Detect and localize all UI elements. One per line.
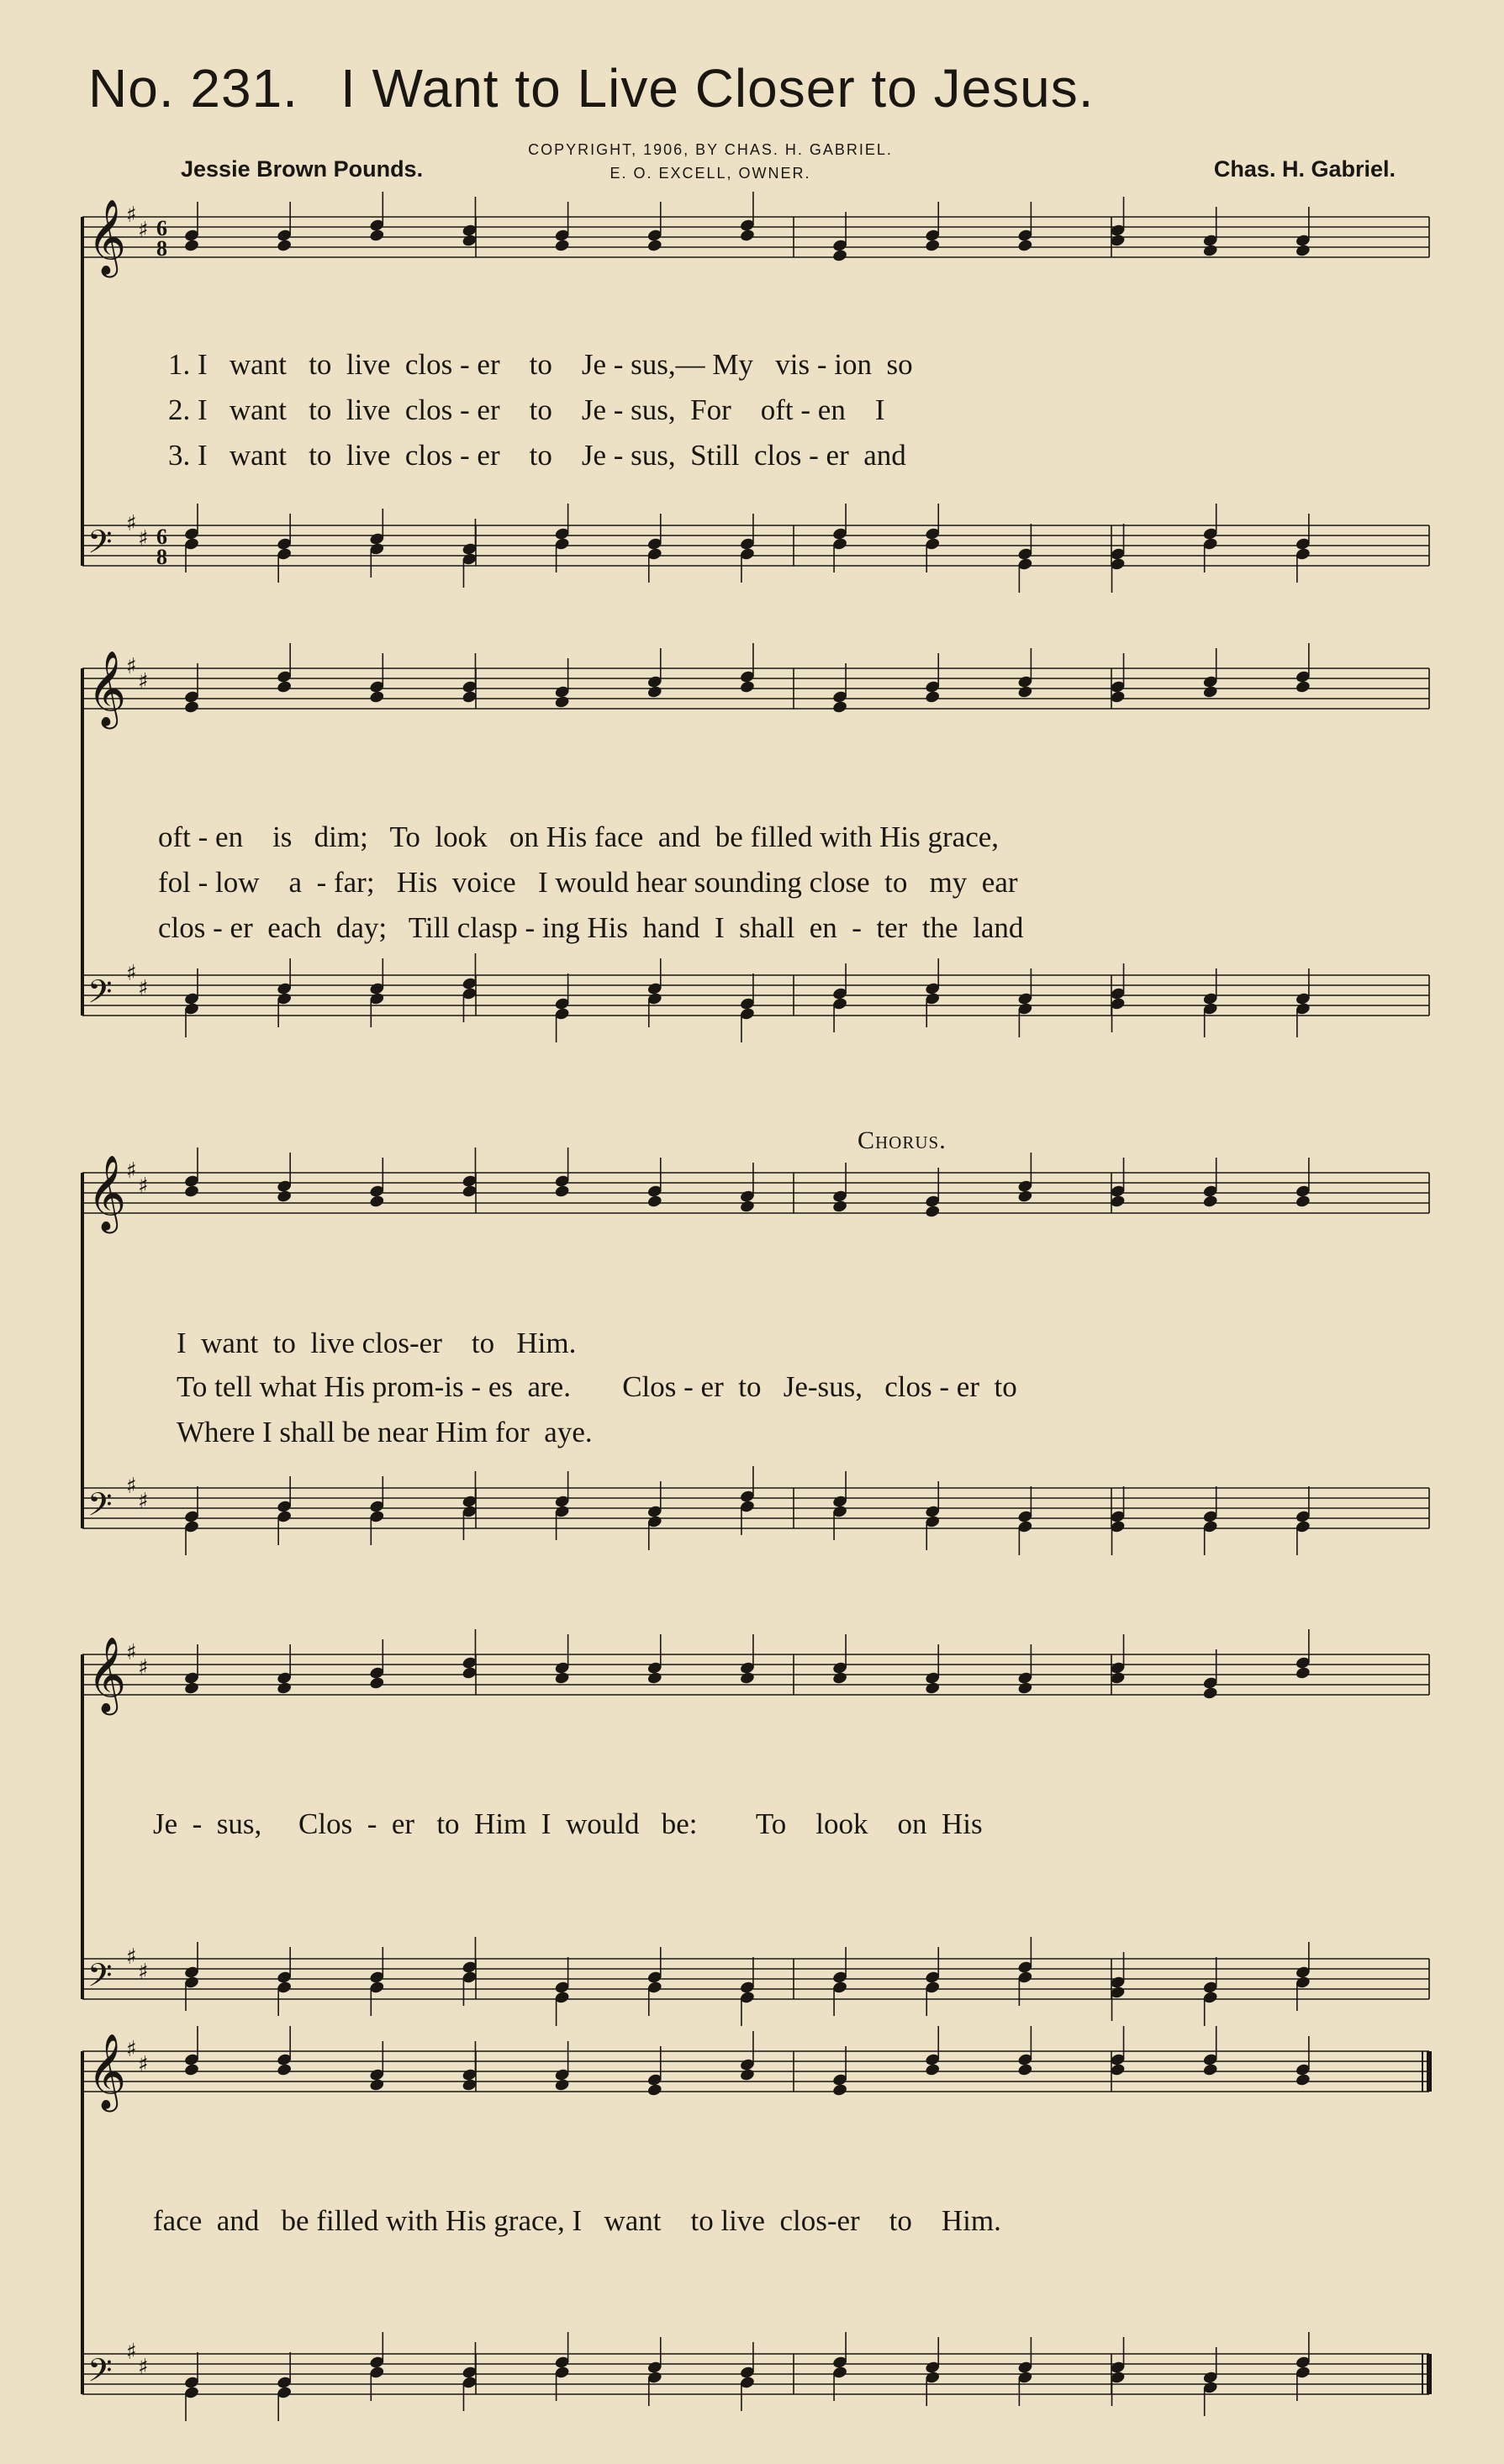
treble-clef-icon: 𝄞 <box>87 199 127 275</box>
note-head <box>1017 1190 1033 1204</box>
note-head <box>739 1671 755 1686</box>
time-signature-denominator: 8 <box>156 236 167 261</box>
note-head <box>1295 680 1311 694</box>
lyric-line: Where I shall be near Him for aye. <box>177 1416 593 1448</box>
note-head <box>462 690 478 704</box>
note-head <box>554 1185 570 1199</box>
note-head <box>462 1666 478 1680</box>
note-head <box>277 239 293 253</box>
note-head <box>1202 1686 1218 1701</box>
lyric-line: clos - er each day; Till clasp - ing His hand I shall en - ter the land <box>158 911 1024 944</box>
note-head <box>369 1195 385 1209</box>
treble-clef-icon: 𝄞 <box>87 651 127 726</box>
lyric-line: face and be filled with His grace, I want to live clos-er to Him. <box>153 2204 1001 2237</box>
composer: Chas. H. Gabriel. <box>1213 156 1396 182</box>
sharp-icon: ♯ <box>126 1944 137 1970</box>
note-head <box>1017 239 1033 253</box>
note-head <box>1110 1671 1126 1686</box>
note-head <box>925 1205 941 1219</box>
note-head <box>183 2063 199 2077</box>
sharp-icon: ♯ <box>126 203 137 228</box>
lyric-line: 2. I want to live clos - er to Je - sus, For oft - en I <box>168 393 885 426</box>
copyright-line: COPYRIGHT, 1906, BY CHAS. H. GABRIEL. <box>528 141 893 158</box>
note-head <box>1017 1681 1033 1696</box>
lyric-line: To tell what His prom-is - es are. Clos - er to Je-sus, clos - er to <box>177 1370 1017 1403</box>
bass-clef-icon: 𝄢 <box>87 1485 113 1531</box>
note-head <box>1295 1666 1311 1680</box>
treble-clef-icon: 𝄞 <box>87 2034 127 2109</box>
sharp-icon: ♯ <box>138 2052 149 2077</box>
note-head <box>646 685 662 699</box>
note-head <box>277 680 293 694</box>
note-head <box>554 1671 570 1686</box>
note-head <box>925 690 941 704</box>
note-head <box>277 2063 293 2077</box>
sharp-icon: ♯ <box>138 2355 149 2380</box>
note-head <box>183 1185 199 1199</box>
sharp-icon: ♯ <box>126 1158 137 1184</box>
note-head <box>369 690 385 704</box>
lyric-line: oft - en is dim; To look on His face and be filled with His grace, <box>158 820 1000 853</box>
note-head <box>925 2063 941 2077</box>
note-head <box>646 239 662 253</box>
note-head <box>1110 2063 1126 2077</box>
note-head <box>1202 1195 1218 1209</box>
note-head <box>1017 2063 1033 2077</box>
note-head <box>183 1681 199 1696</box>
treble-clef-icon: 𝄞 <box>87 1637 127 1712</box>
sharp-icon: ♯ <box>126 2340 137 2365</box>
sharp-icon: ♯ <box>138 526 149 551</box>
note-head <box>462 2078 478 2092</box>
note-head <box>1017 685 1033 699</box>
note-head <box>925 1681 941 1696</box>
lyric-line: 1. I want to live clos - er to Je - sus,— My vis - ion so <box>168 348 913 381</box>
bass-clef-icon: 𝄢 <box>87 523 113 568</box>
note-head <box>1202 685 1218 699</box>
sharp-icon: ♯ <box>138 976 149 1001</box>
hymn-title: I Want to Live Closer to Jesus. <box>340 58 1095 119</box>
sharp-icon: ♯ <box>126 654 137 679</box>
note-head <box>832 1671 848 1686</box>
note-head <box>554 239 570 253</box>
note-head <box>554 2078 570 2092</box>
note-head <box>832 2083 848 2097</box>
note-head <box>369 1676 385 1691</box>
note-head <box>739 1200 755 1214</box>
sharp-icon: ♯ <box>138 1489 149 1514</box>
note-head <box>183 700 199 715</box>
note-head <box>1202 2063 1218 2077</box>
note-head <box>739 229 755 243</box>
note-head <box>369 2078 385 2092</box>
bass-clef-icon: 𝄢 <box>87 973 113 1018</box>
note-head <box>739 2068 755 2082</box>
sharp-icon: ♯ <box>126 1474 137 1499</box>
bass-clef-icon: 𝄢 <box>87 2351 113 2397</box>
note-head <box>462 234 478 248</box>
sharp-icon: ♯ <box>138 669 149 694</box>
chorus-label: Chorus. <box>858 1126 947 1154</box>
note-head <box>277 1681 293 1696</box>
lyric-line: Je - sus, Clos - er to Him I would be: To look on His <box>153 1807 983 1840</box>
time-signature-numerator: 6 <box>156 216 167 240</box>
note-head <box>1110 690 1126 704</box>
note-head <box>1295 244 1311 258</box>
sharp-icon: ♯ <box>126 1640 137 1665</box>
treble-clef-icon: 𝄞 <box>87 1155 127 1231</box>
note-head <box>1295 2073 1311 2087</box>
sharp-icon: ♯ <box>126 511 137 536</box>
sharp-icon: ♯ <box>126 961 137 986</box>
sharp-icon: ♯ <box>138 1174 149 1199</box>
sharp-icon: ♯ <box>126 2037 137 2062</box>
lyricist: Jessie Brown Pounds. <box>181 156 424 182</box>
lyric-line: 3. I want to live clos - er to Je - sus, Still clos - er and <box>168 439 906 472</box>
sharp-icon: ♯ <box>138 1655 149 1680</box>
sharp-icon: ♯ <box>138 1960 149 1985</box>
note-head <box>925 239 941 253</box>
note-head <box>646 1195 662 1209</box>
note-head <box>462 1185 478 1199</box>
hymn-number: No. 231. <box>88 58 298 119</box>
note-head <box>554 695 570 710</box>
note-head <box>1295 1195 1311 1209</box>
note-head <box>1110 1195 1126 1209</box>
note-head <box>832 1200 848 1214</box>
note-head <box>183 239 199 253</box>
sharp-icon: ♯ <box>138 218 149 243</box>
time-signature-denominator: 8 <box>156 545 167 569</box>
note-head <box>646 2083 662 2097</box>
lyric-line: fol - low a - far; His voice I would hear sounding close to my ear <box>158 866 1018 899</box>
note-head <box>832 249 848 263</box>
bass-clef-icon: 𝄢 <box>87 1956 113 2002</box>
note-head <box>277 1190 293 1204</box>
note-head <box>1110 234 1126 248</box>
note-head <box>646 1671 662 1686</box>
owner-line: E. O. EXCELL, OWNER. <box>610 165 811 182</box>
lyric-line: I want to live clos-er to Him. <box>177 1327 577 1359</box>
note-head <box>369 229 385 243</box>
note-head <box>739 680 755 694</box>
note-head <box>832 700 848 715</box>
time-signature-numerator: 6 <box>156 525 167 549</box>
note-head <box>1202 244 1218 258</box>
